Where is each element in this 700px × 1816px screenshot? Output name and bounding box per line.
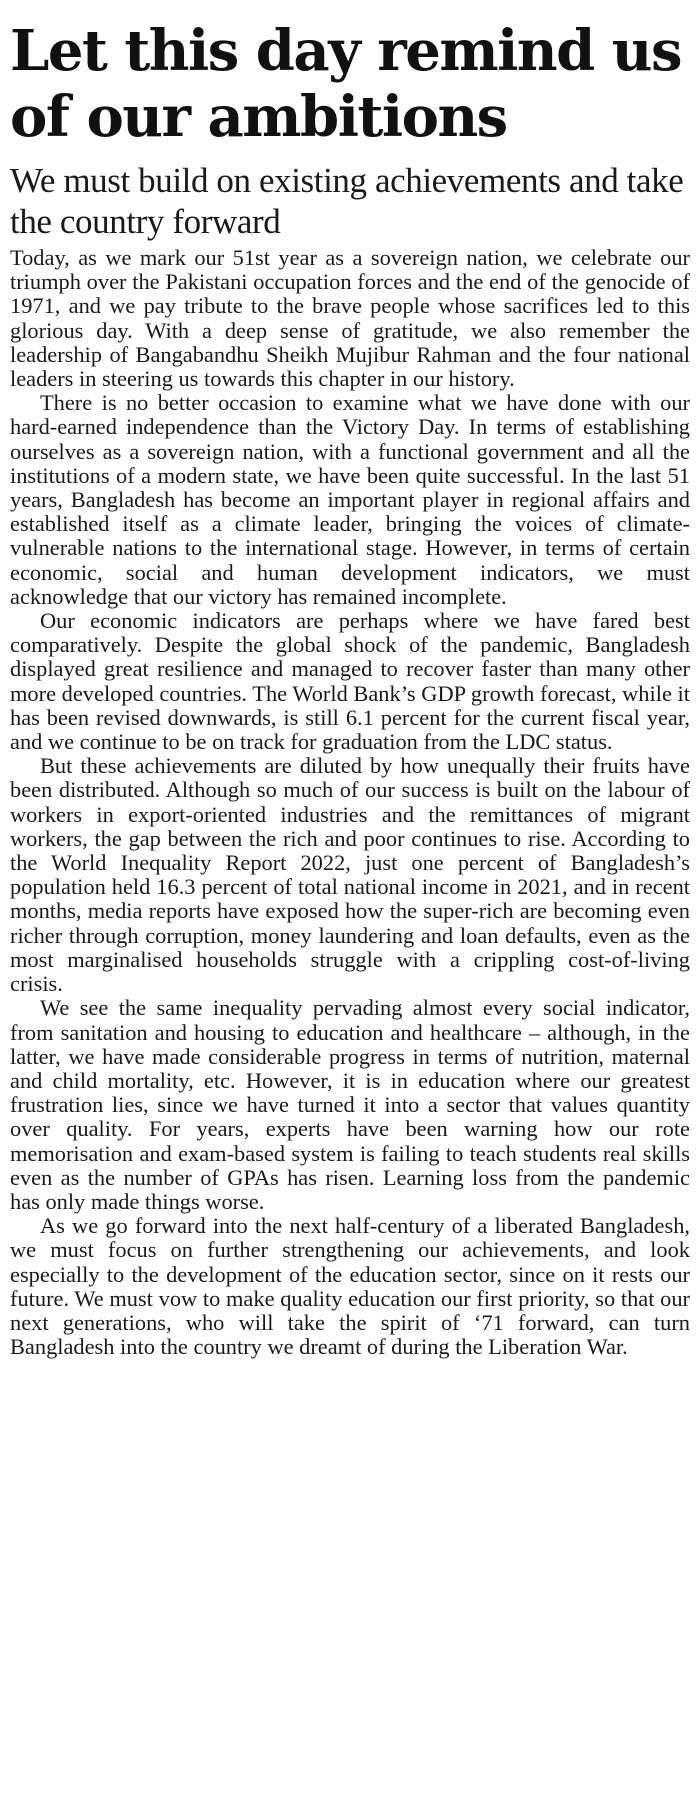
paragraph-2: There is no better occasion to examine what we have done with our hard-earned independence than the Victory Day. In terms of establishing ourselves as a sovereign nation, with a functional government and all the institutions of a modern state, we have been quite successful. In the last 51 years, Bangladesh has become an important player in regional affairs and established itself as a climate leader, bringing the voices of climate-vulnerable nations to the international stage. However, in terms of certain economic, social and human development indicators, we must acknowledge that our victory has remained incomplete. <box>10 390 690 609</box>
paragraph-1: Today, as we mark our 51st year as a sovereign nation, we celebrate our triumph over the Pakistani occupation forces and the end of the genocide of 1971, and we pay tribute to the brave people whose sacrifices led to this glorious day. With a deep sense of gratitude, we also remember the leadership of Bangabandhu Sheikh Mujibur Rahman and the four national leaders in steering us towards this chapter in our history. <box>10 245 690 392</box>
paragraph-6: As we go forward into the next half-century of a liberated Bangladesh, we must focus on further strengthening our achievements, and look especially to the development of the education sector, since on it rests our future. We must vow to make quality education our first priority, so that our next generations, who will take the spirit of ‘71 forward, can turn Bangladesh into the country we dreamt of during the Liberation War. <box>10 1213 690 1360</box>
article-body <box>10 246 690 1359</box>
paragraph-4: But these achievements are diluted by how unequally their fruits have been distributed. Although so much of our success is built on the labour of workers in export-oriented industries and the remittances of migrant workers, the gap between the rich and poor continues to rise. According to the World Inequality Report 2022, just one percent of Bangladesh’s population held 16.3 percent of total national income in 2021, and in recent months, media reports have exposed how the super-rich are becoming even richer through corruption, money laundering and loan defaults, even as the most marginalised households struggle with a crippling cost-of-living crisis. <box>10 753 690 997</box>
subheadline: We must build on existing achievements and take the country forward <box>10 161 684 241</box>
paragraph-5: We see the same inequality pervading almost every social indicator, from sanitation and housing to education and healthcare – although, in the latter, we have made considerable progress in terms of nutrition, maternal and child mortality, etc. However, it is in education where our greatest frustration lies, since we have turned it into a sector that values quantity over quality. For years, experts have been warning how our rote memorisation and exam-based system is failing to teach students real skills even as the number of GPAs has risen. Learning loss from the pandemic has only made things worse. <box>10 995 690 1214</box>
paragraph-3: Our economic indicators are perhaps where we have fared best comparatively. Despite the global shock of the pandemic, Bangladesh displayed great resilience and managed to recover faster than many other more developed countries. The World Bank’s GDP growth forecast, while it has been revised downwards, is still 6.1 percent for the current fiscal year, and we continue to be on track for graduation from the LDC status. <box>10 608 690 755</box>
editorial-article <box>10 18 690 1359</box>
headline: Let this day remind us of our ambitions <box>10 18 681 150</box>
